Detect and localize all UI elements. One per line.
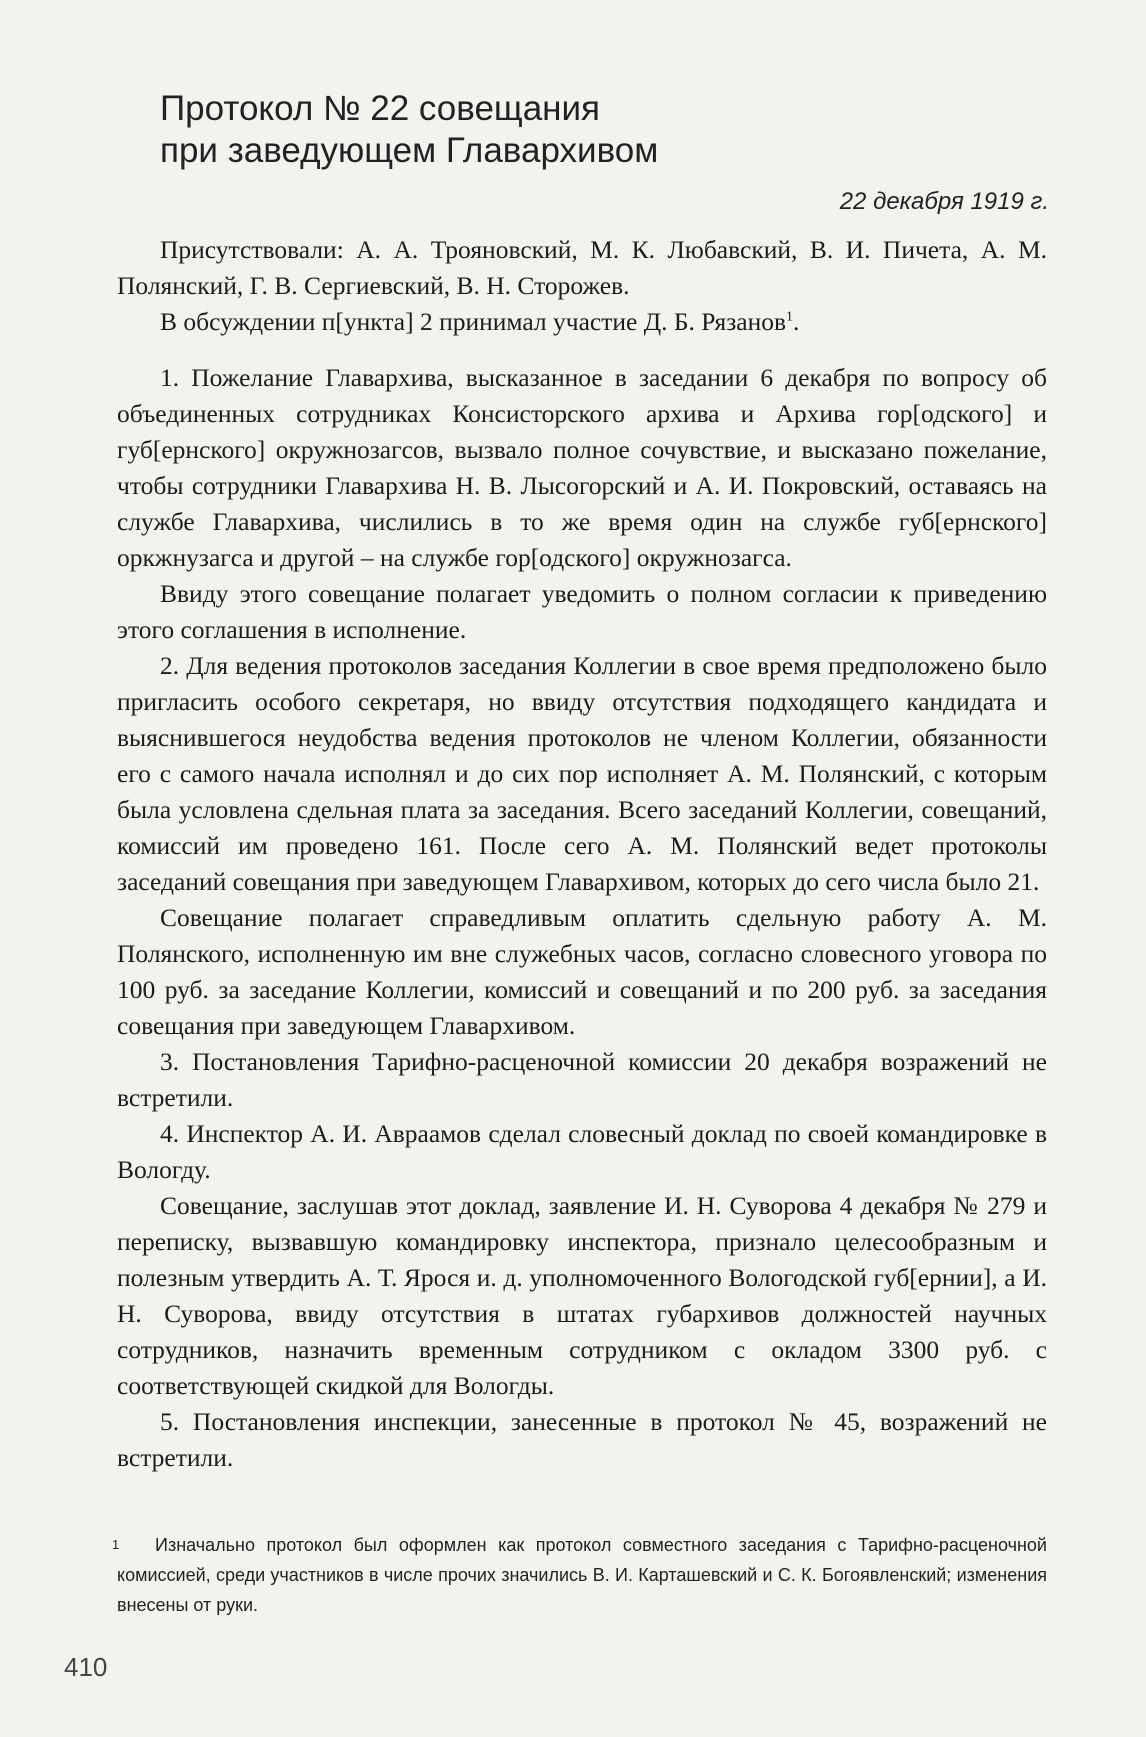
title-line-1: Протокол № 22 совещания [160,89,601,128]
item-2-paragraph: 2. Для ведения протоколов заседания Коллегии в свое время предположено было пригласить особого секретаря, но ввиду отсутствия подходящего кандидата и выяснившегося неудобства ведения протоколов не членом Коллегии, обязанности его с самого начала исполнял и до сих пор исполняет А. М. Полянский, с которым была условлена сдельная плата за заседания. Всего заседаний Коллегии, совещаний, комиссий им проведено 161. После сего А. М. Полянский ведет протоколы заседаний совещания при заведующем Главархивом, которых до сего числа было 21. [117,651,1047,896]
protocol-date: 22 декабря 1919 г. [839,188,1049,215]
item-5-paragraph: 5. Постановления инспекции, занесенные в протокол № 45, возражений не встретили. [117,1407,1047,1472]
footnotes [112,1530,1047,1620]
footnote-text: Изначально протокол был оформлен как протокол совместного заседания с Тарифно-расценочной комиссией, среди участников в числе прочих значились В. И. Карташевский и С. К. Богоявленский; изменения внесены от руки. [117,1535,1047,1615]
title-line-2: при заведующем Главархивом [160,131,659,170]
item-1-resolution-paragraph: Ввиду этого совещание полагает уведомить о полном согласии к приведению этого соглашения в исполнение. [117,579,1047,644]
participant-note-text: В обсуждении п[ункта] 2 принимал участие Д. Б. Рязанов [160,307,787,336]
page-number: 410 [64,1652,108,1682]
item-3-paragraph: 3. Постановления Тарифно-расценочной комиссии 20 декабря возражений не встретили. [117,1047,1047,1112]
footnote-marker: 1 [112,1537,120,1552]
protocol-title [160,88,658,172]
item-4-resolution-paragraph: Совещание, заслушав этот доклад, заявление И. Н. Суворова 4 декабря № 279 и переписку, вызвавшую командировку инспектора, признало целесообразным и полезным утвердить А. Т. Ярося и. д. уполномоченного Вологодской губ[ернии], а И. Н. Суворова, ввиду отсутствия в штатах губархивов должностей научных сотрудников, назначить временным сотрудником с окладом 3300 руб. с соответствующей скидкой для Вологды. [117,1191,1047,1400]
item-1-paragraph: 1. Пожелание Главархива, высказанное в заседании 6 декабря по вопросу об объединенных сотрудниках Консисторского архива и Архива гор[одского] и губ[ернского] окружнозагсов, вызвало полное сочувствие, и высказано пожелание, чтобы сотрудники Главархива Н. В. Лысогорский и А. И. Покровский, оставаясь на службе Главархива, числились в то же время один на службе губ[ернского] оркжнузагса и другой – на службе гор[одского] окружнозагса. [117,363,1047,572]
item-2-resolution-paragraph: Совещание полагает справедливым оплатить сдельную работу А. М. Полянского, исполненную им вне служебных часов, согласно словесного уговора по 100 руб. за заседание Коллегии, комиссий и совещаний и по 200 руб. за заседания совещания при заведующем Главархивом. [117,903,1047,1040]
footnote-reference: 1 [786,309,794,325]
footnote-1 [112,1530,1047,1620]
item-4-paragraph: 4. Инспектор А. И. Авраамов сделал словесный доклад по своей командировке в Вологду. [117,1119,1047,1184]
participant-note-paragraph: В обсуждении п[ункта] 2 принимал участие Д. Б. Рязанов$^1$. [160,307,800,336]
protocol-body [117,232,1047,1476]
attendees-paragraph: Присутствовали: А. А. Трояновский, М. К. Любавский, В. И. Пичета, А. М. Полянский, Г. В. Сергиевский, В. Н. Сторожев. [117,235,1047,300]
